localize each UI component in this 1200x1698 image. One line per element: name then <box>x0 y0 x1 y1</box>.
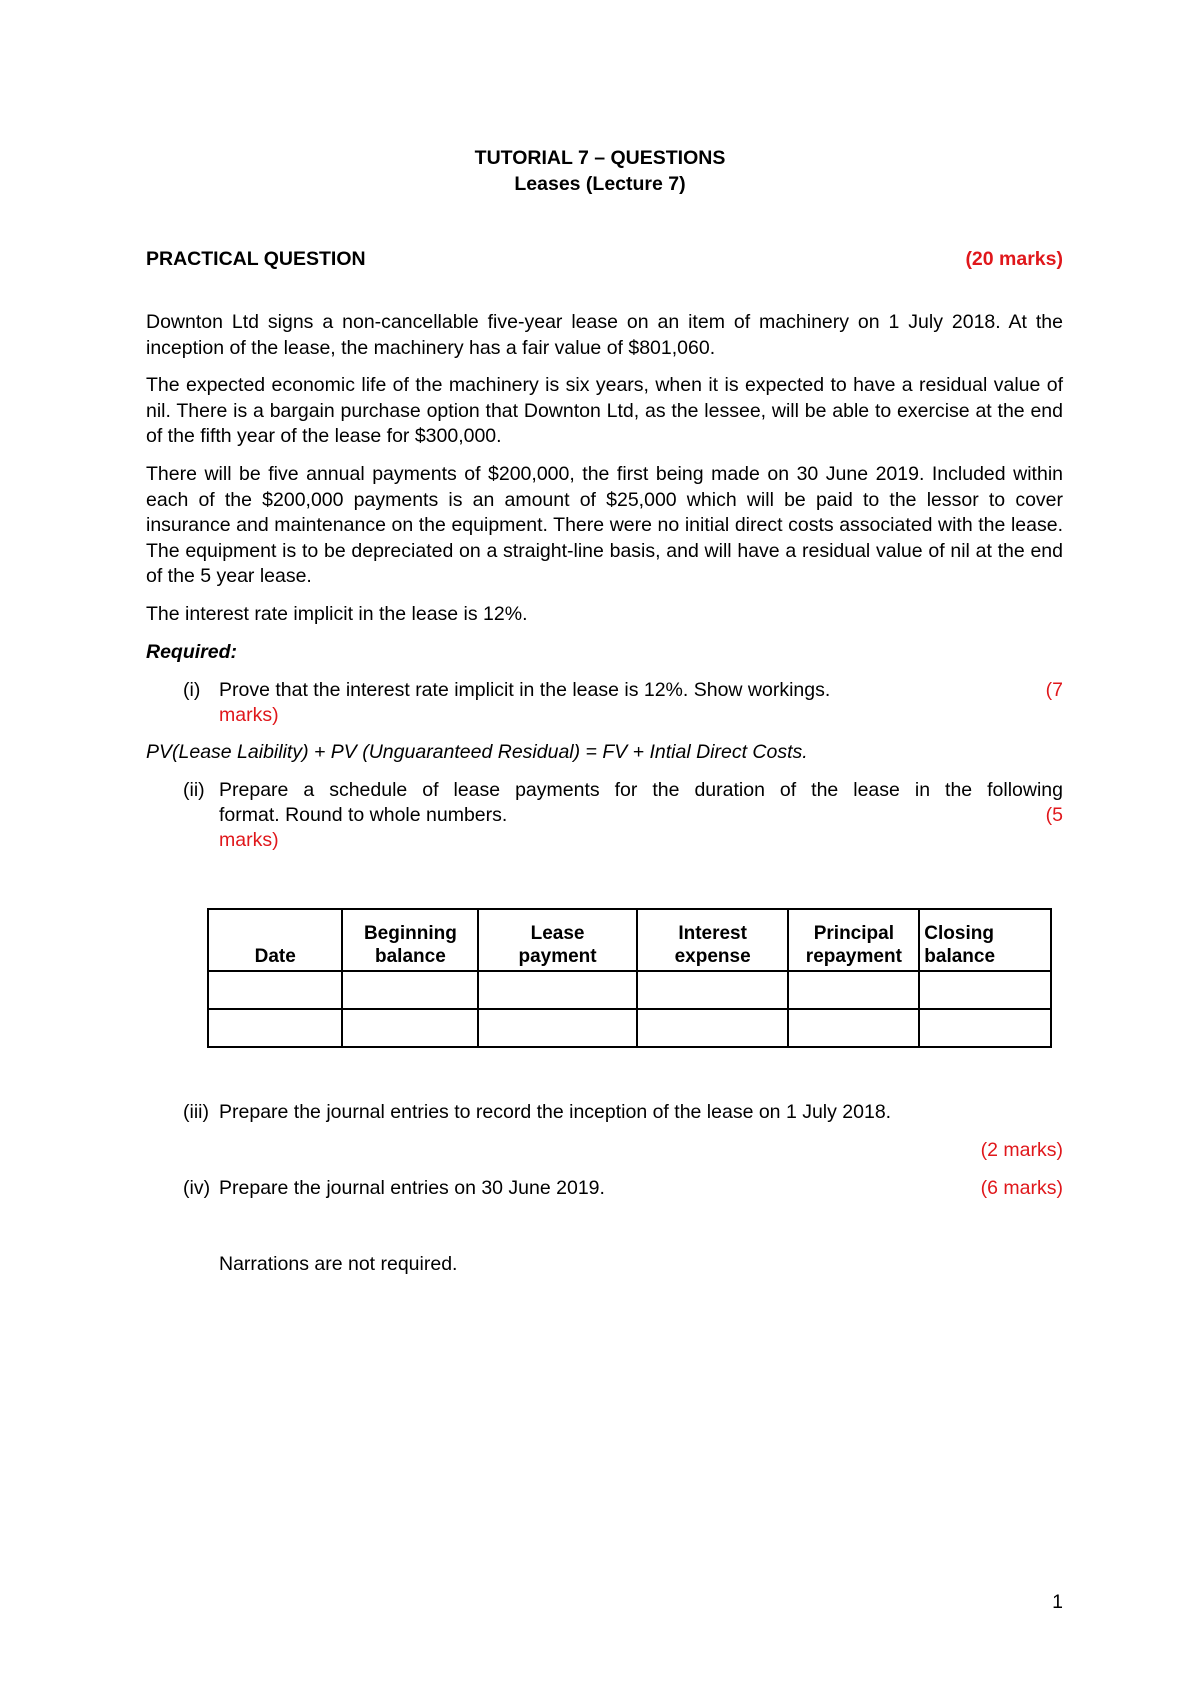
paragraph-1: Downton Ltd signs a non-cancellable five-year lease on an item of machinery on 1 July 2018. At the inception of the lease, the machinery has a fair value of $801,060. <box>146 311 1063 359</box>
table-row <box>208 1009 1051 1047</box>
required-label: Required: <box>146 641 238 663</box>
table-cell <box>208 971 342 1009</box>
question-4-marks: (6 marks) <box>980 1177 1063 1199</box>
header-interest-expense: Interest expense <box>637 909 789 971</box>
table-cell <box>919 971 1051 1009</box>
document-title: TUTORIAL 7 – QUESTIONS <box>474 147 726 169</box>
narrations-note: Narrations are not required. <box>219 1253 458 1275</box>
paragraph-2: The expected economic life of the machinery is six years, when it is expected to have a residual value of nil. There is a bargain purchase option that Downton Ltd, as the lessee, will be able to exercise at the end of the fifth year of the lease for $300,000. <box>146 374 1063 447</box>
question-1-text: Prove that the interest rate implicit in the lease is 12%. Show workings. <box>219 679 831 701</box>
question-2-number: (ii) <box>183 779 205 801</box>
header-lease-payment: Lease payment <box>478 909 637 971</box>
question-4-number: (iv) <box>183 1177 211 1199</box>
table-cell <box>637 1009 789 1047</box>
question-3-text: Prepare the journal entries to record the inception of the lease on 1 July 2018. <box>219 1101 892 1123</box>
table-cell <box>919 1009 1051 1047</box>
table-cell <box>208 1009 342 1047</box>
lease-schedule-table <box>207 908 1052 1048</box>
table-cell <box>478 1009 637 1047</box>
paragraph-3: There will be five annual payments of $200,000, the first being made on 30 June 2019. Included within each of the $200,000 payments is an amount of $25,000 which will be paid to the lessor to cover insurance and maintenance on the equipment. There were no initial direct costs associated with the lease. The equipment is to be depreciated on a straight-line basis, and will have a residual value of nil at the end of the 5 year lease. <box>146 463 1063 587</box>
table-cell <box>637 971 789 1009</box>
table-cell <box>788 1009 919 1047</box>
lease-formula: PV(Lease Laibility) + PV (Unguaranteed Residual) = FV + Intial Direct Costs. <box>146 741 808 763</box>
document-subtitle: Leases (Lecture 7) <box>514 173 686 195</box>
table-row <box>208 971 1051 1009</box>
header-beginning-balance: Beginning balance <box>342 909 478 971</box>
question-2-line-1: Prepare a schedule of lease payments for the duration of the lease in the following <box>219 779 1063 801</box>
table-cell <box>788 971 919 1009</box>
page-number: 1 <box>1052 1591 1063 1613</box>
table-cell <box>478 971 637 1009</box>
question-1-marks-cont: marks) <box>219 704 279 726</box>
table-header-row <box>208 909 1051 971</box>
question-1-marks: (7 <box>1045 679 1063 701</box>
header-closing-balance: Closing balance <box>919 909 1051 971</box>
question-2-marks: (5 <box>1045 804 1063 826</box>
question-2-marks-cont: marks) <box>219 829 279 851</box>
header-date: Date <box>208 909 342 971</box>
section-heading: PRACTICAL QUESTION <box>146 248 366 270</box>
section-marks: (20 marks) <box>965 248 1063 270</box>
table-cell <box>342 971 478 1009</box>
question-1-number: (i) <box>183 679 201 701</box>
question-2-line-2: format. Round to whole numbers. <box>219 804 508 826</box>
paragraph-4: The interest rate implicit in the lease is 12%. <box>146 603 528 625</box>
question-3-number: (iii) <box>183 1101 209 1123</box>
question-3-marks: (2 marks) <box>980 1139 1063 1161</box>
table-cell <box>342 1009 478 1047</box>
header-principal-repayment: Principal repayment <box>788 909 919 971</box>
question-4-text: Prepare the journal entries on 30 June 2019. <box>219 1177 605 1199</box>
